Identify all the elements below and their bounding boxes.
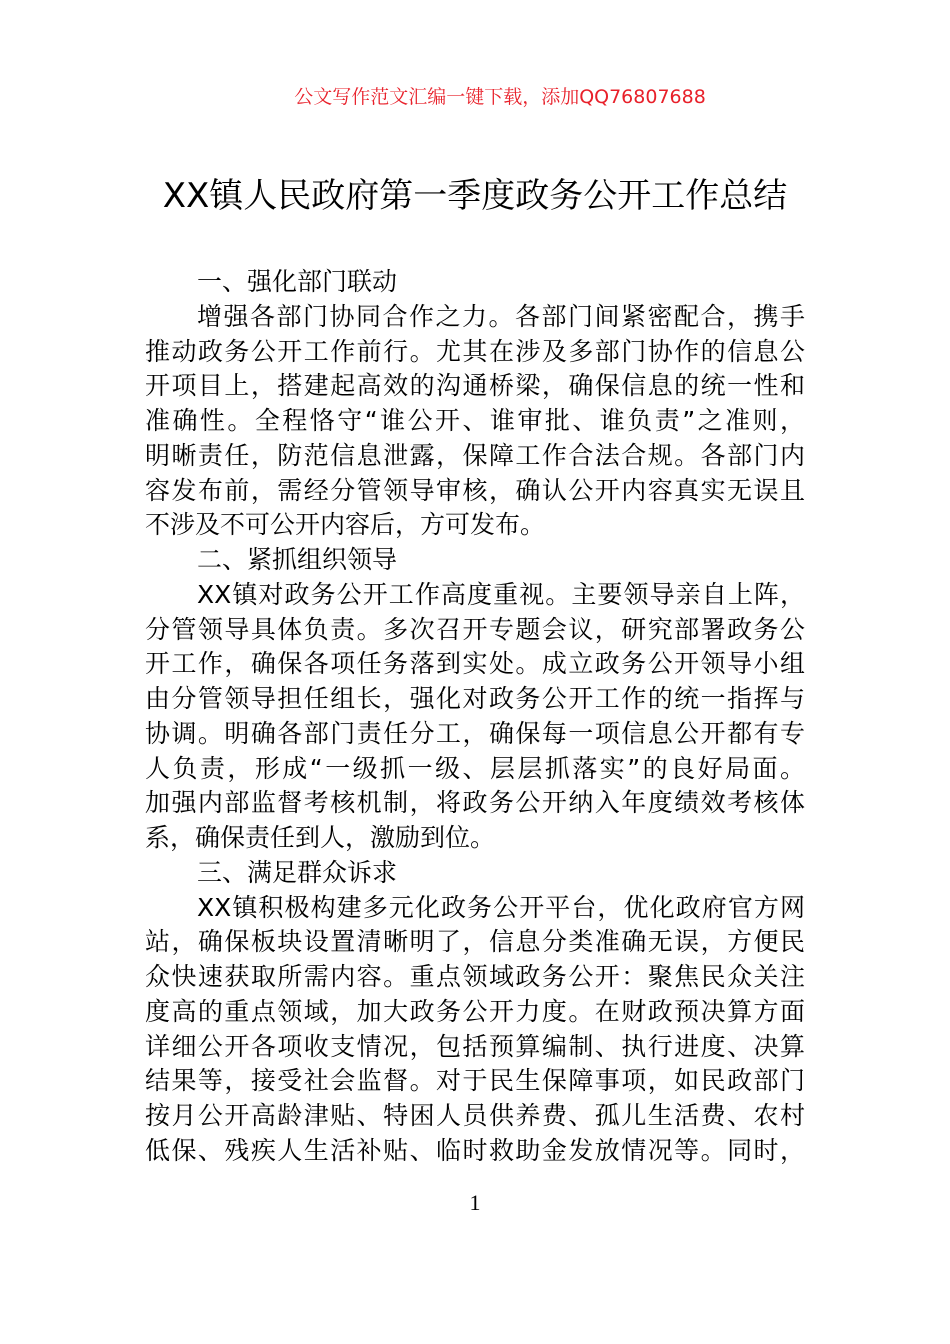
paragraph-line: 增强各部门协同合作之力。各部门间紧密配合，携手 [197, 301, 805, 331]
paragraph-line: 分管领导具体负责。多次召开专题会议，研究部署政务公 [145, 614, 805, 644]
paragraph-line: 低保、残疾人生活补贴、临时救助金发放情况等。同时， [145, 1135, 805, 1165]
section-heading: 一、强化部门联动 [197, 267, 398, 296]
paragraph-line: XX镇对政务公开工作高度重视。主要领导亲自上阵， [197, 579, 805, 609]
page-number: 1 [469, 1190, 481, 1215]
paragraph-line: 众快速获取所需内容。重点领域政务公开：聚焦民众关注 [145, 962, 805, 991]
section-heading: 三、满足群众诉求 [197, 857, 398, 887]
paragraph-line: 明晰责任，防范信息泄露，保障工作合法合规。各部门内 [145, 440, 805, 470]
paragraph-line: 详细公开各项收支情况，包括预算编制、执行进度、决算 [145, 1031, 805, 1061]
paragraph-line: 协调。明确各部门责任分工，确保每一项信息公开都有专 [145, 718, 805, 748]
paragraph-line: XX镇积极构建多元化政务公开平台，优化政府官方网 [197, 892, 805, 922]
paragraph-line: 度高的重点领域，加大政务公开力度。在财政预决算方面 [145, 996, 805, 1026]
section-heading: 二、紧抓组织领导 [197, 545, 398, 574]
paragraph-line: 结果等，接受社会监督。对于民生保障事项，如民政部门 [145, 1066, 805, 1096]
paragraph-line: 加强内部监督考核机制，将政务公开纳入年度绩效考核体 [145, 788, 805, 818]
download-watermark-link[interactable]: 公文写作范文汇编一键下载，添加QQ76807688 [294, 86, 706, 108]
paragraph-line: 不涉及不可公开内容后，方可发布。 [145, 510, 546, 540]
paragraph-line: 开项目上，搭建起高效的沟通桥梁，确保信息的统一性和 [145, 371, 805, 401]
document-title: XX镇人民政府第一季度政务公开工作总结 [162, 176, 788, 216]
paragraph-line: 系，确保责任到人，激励到位。 [145, 823, 496, 852]
paragraph-line: 容发布前，需经分管领导审核，确认公开内容真实无误且 [145, 475, 805, 505]
document-body [145, 265, 805, 1169]
paragraph-line: 人负责，形成“一级抓一级、层层抓落实”的良好局面。 [145, 753, 805, 783]
paragraph-line: 开工作，确保各项任务落到实处。成立政务公开领导小组 [145, 649, 805, 679]
paragraph-line: 由分管领导担任组长，强化对政务公开工作的统一指挥与 [145, 684, 805, 713]
paragraph-line: 准确性。全程恪守“谁公开、谁审批、谁负责”之准则， [145, 406, 805, 435]
paragraph-line: 推动政务公开工作前行。尤其在涉及多部门协作的信息公 [145, 336, 805, 366]
paragraph-line: 站，确保板块设置清晰明了，信息分类准确无误，方便民 [145, 927, 805, 957]
paragraph-line: 按月公开高龄津贴、特困人员供养费、孤儿生活费、农村 [145, 1101, 805, 1130]
